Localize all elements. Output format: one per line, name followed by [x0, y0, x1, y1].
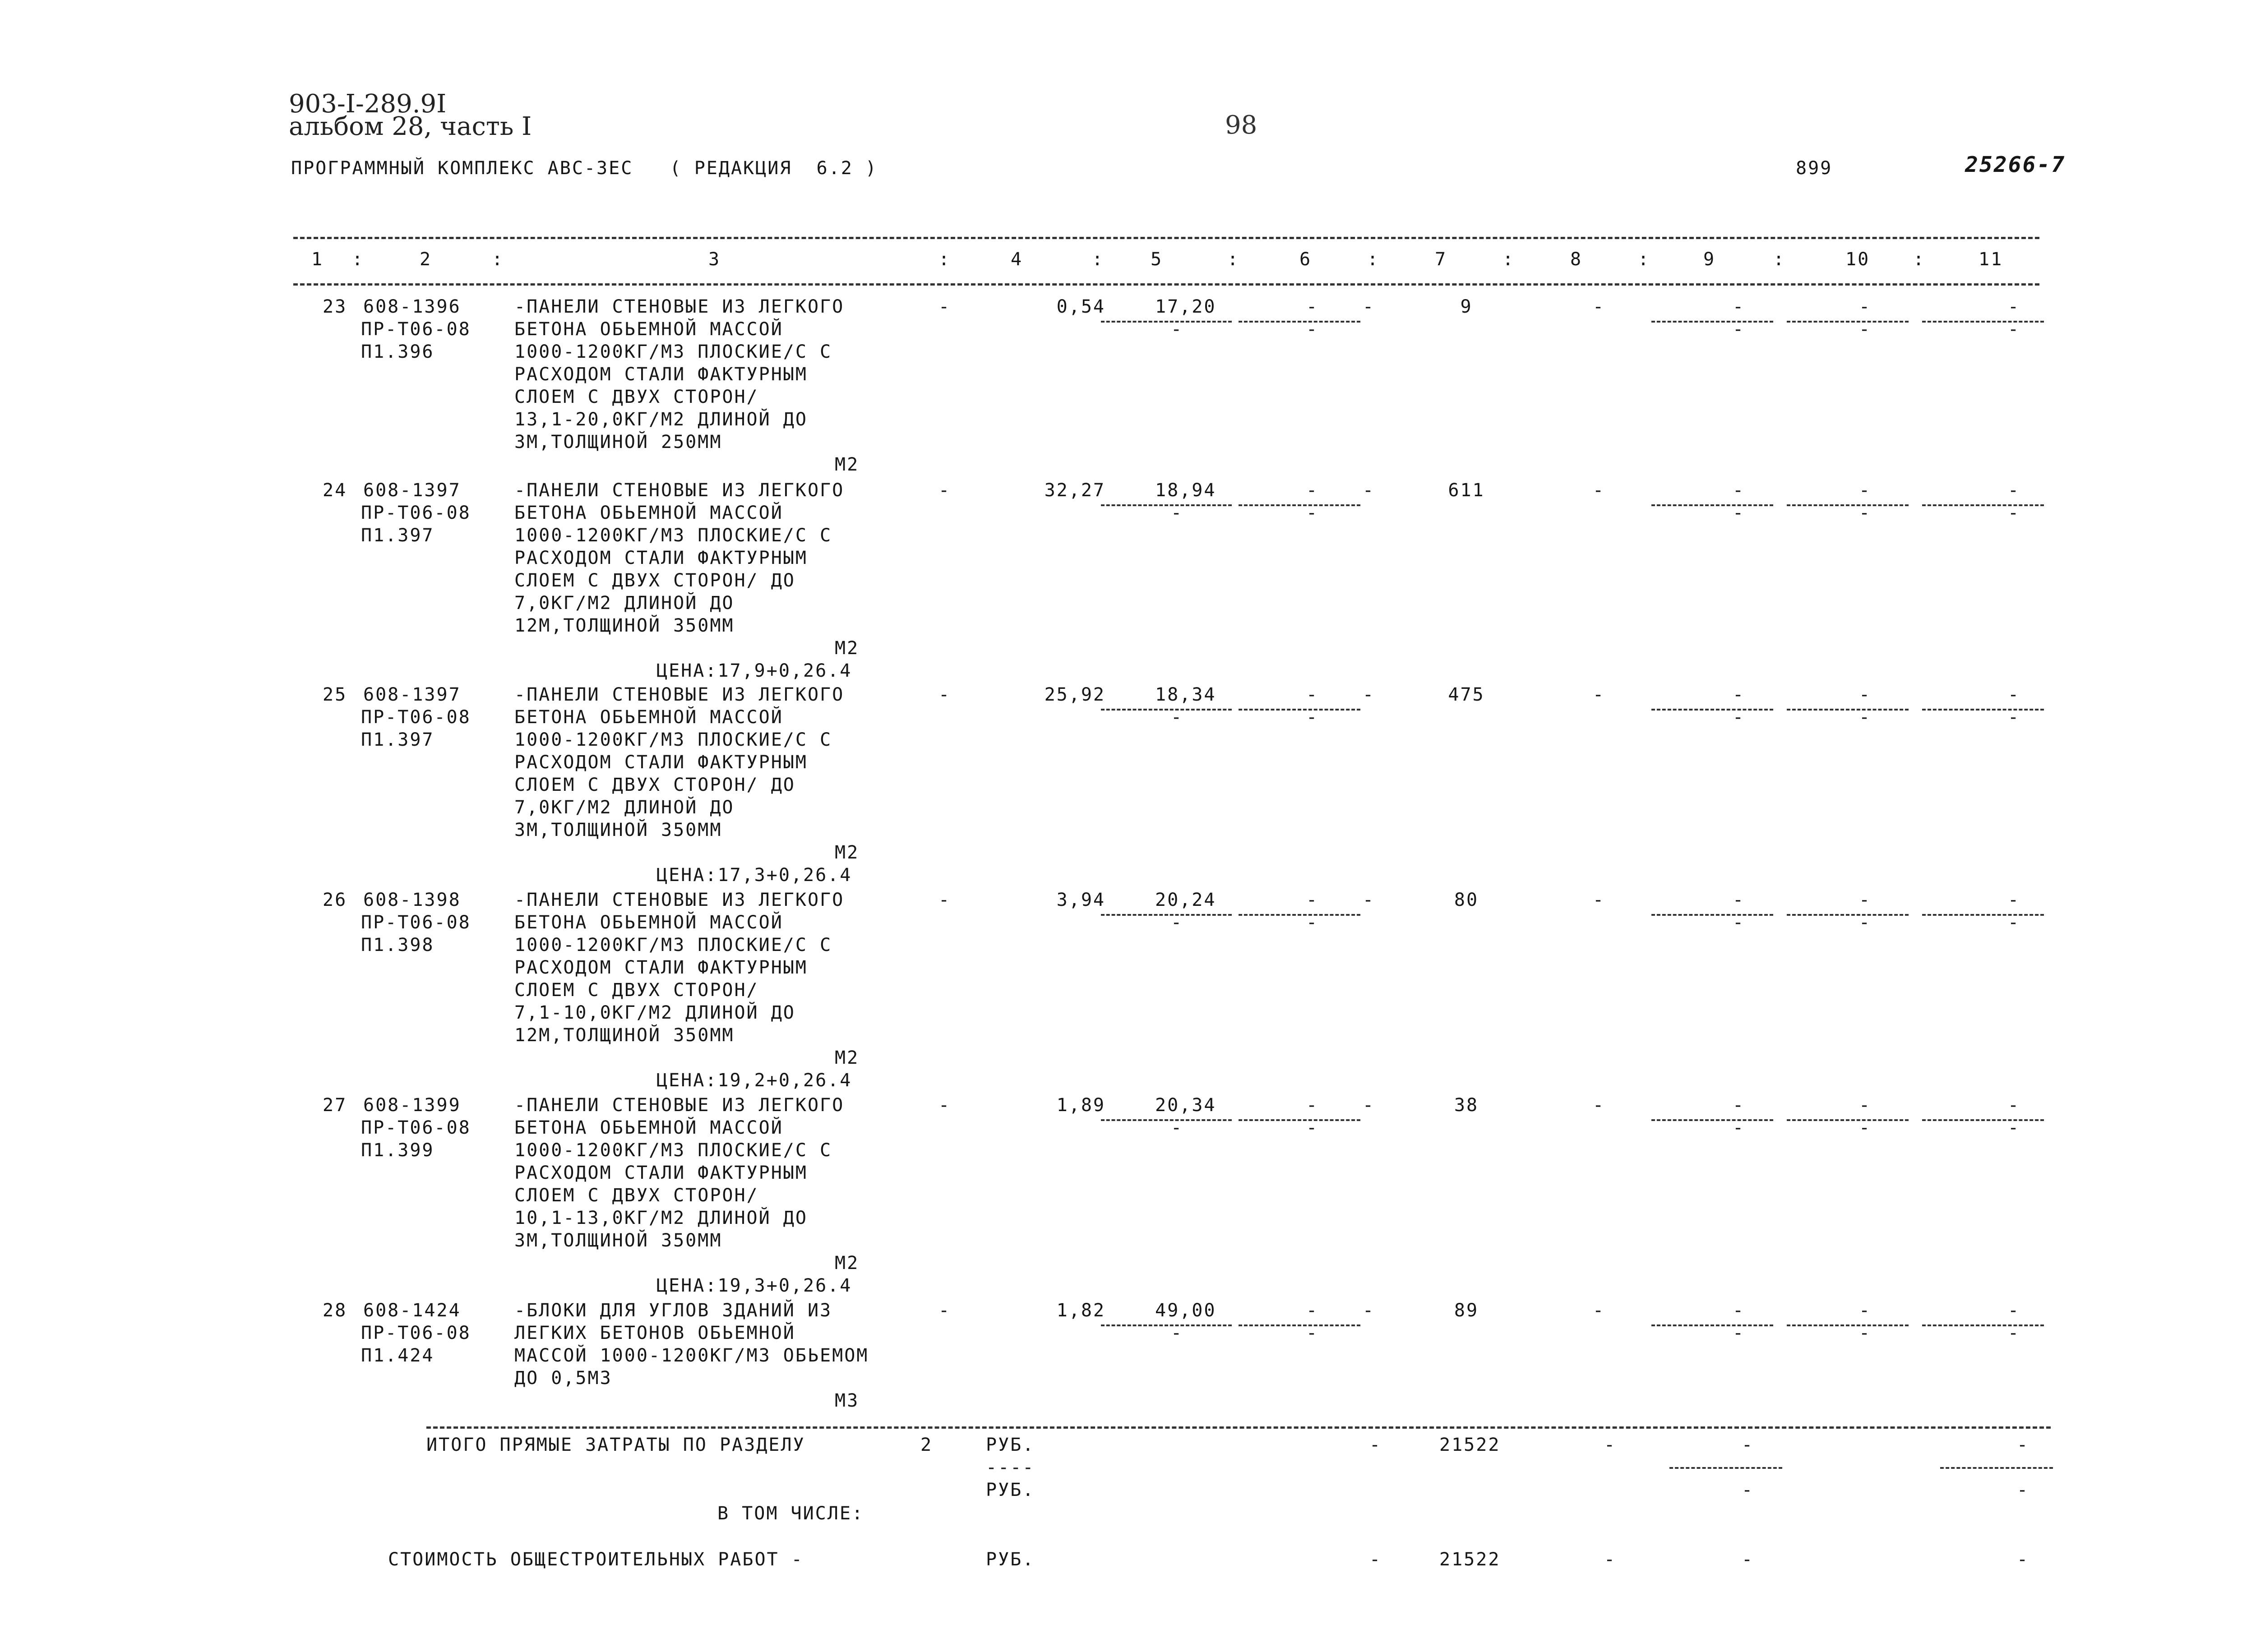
row-col11-sub-dash: - — [2008, 319, 2020, 340]
row-unit: М2 — [835, 842, 860, 863]
general-dash-b: - — [1604, 1549, 1617, 1570]
row-code-secondary: ПР-Т06-08 — [361, 319, 471, 340]
row-col10-sub-dash: - — [1859, 319, 1872, 340]
row-col6-sub-dash: - — [1306, 1323, 1319, 1343]
column-header-6: 6 — [1299, 249, 1312, 270]
row-total-cost: 38 — [1454, 1095, 1479, 1116]
row-description-line: 1000-1200КГ/М3 ПЛОСКИЕ/С С — [514, 729, 832, 750]
album-label: альбом 28, часть I — [289, 112, 532, 141]
column-separator: : — [352, 249, 365, 270]
row-quantity: 25,92 — [1044, 684, 1105, 705]
row-col6-sub-dash: - — [1306, 912, 1319, 933]
column-header-4: 4 — [1011, 249, 1023, 270]
row-price-note: ЦЕНА:19,3+0,26.4 — [656, 1275, 852, 1296]
row-description-line: СЛОЕМ С ДВУХ СТОРОН/ — [514, 980, 759, 1001]
column-separator: : — [938, 249, 951, 270]
row-code-tertiary: П1.424 — [361, 1345, 435, 1366]
column-separator: : — [1367, 249, 1380, 270]
row-total-cost: 9 — [1460, 296, 1473, 317]
row-unit-cost: 20,24 — [1155, 890, 1216, 910]
row-col6-rule — [1239, 1119, 1360, 1121]
row-col4-dash: - — [938, 296, 951, 317]
row-description-line: 1000-1200КГ/М3 ПЛОСКИЕ/С С — [514, 341, 832, 362]
row-col9-rule — [1651, 914, 1773, 916]
row-col11-sub-dash: - — [2008, 912, 2020, 933]
general-dash-a: - — [1369, 1549, 1382, 1570]
row-col9-dash: - — [1733, 480, 1745, 501]
row-col9-rule — [1651, 1119, 1773, 1121]
total-dash-c: - — [1742, 1435, 1754, 1455]
row-description-line: 7,1-10,0КГ/М2 ДЛИНОЙ ДО — [514, 1002, 795, 1023]
row-col6-dash-b: - — [1363, 1300, 1375, 1321]
row-number: 25 — [323, 684, 347, 705]
row-unit: М2 — [835, 454, 860, 475]
general-dash-d: - — [2017, 1549, 2029, 1570]
row-col6-dash-b: - — [1363, 684, 1375, 705]
column-separator: : — [1092, 249, 1105, 270]
column-separator: : — [1227, 249, 1240, 270]
row-col11-dash: - — [2008, 890, 2020, 910]
row-col11-sub-dash: - — [2008, 707, 2020, 728]
page-number: 98 — [1225, 111, 1257, 140]
row-description-line: СЛОЕМ С ДВУХ СТОРОН/ — [514, 387, 759, 407]
row-col5-sub-dash: - — [1171, 912, 1183, 933]
column-separator: : — [1638, 249, 1650, 270]
row-col6-sub-dash: - — [1306, 1117, 1319, 1138]
row-description-line: 13,1-20,0КГ/М2 ДЛИНОЙ ДО — [514, 409, 808, 430]
total-col11-rule — [1940, 1467, 2053, 1469]
row-price-note: ЦЕНА:17,9+0,26.4 — [656, 660, 852, 681]
row-col9-sub-dash: - — [1733, 707, 1745, 728]
row-col5-rule — [1101, 504, 1232, 506]
row-quantity: 1,89 — [1056, 1095, 1105, 1116]
row-description-line: 10,1-13,0КГ/М2 ДЛИНОЙ ДО — [514, 1208, 808, 1228]
row-col9-dash: - — [1733, 296, 1745, 317]
row-col10-sub-dash: - — [1859, 707, 1872, 728]
row-col11-rule — [1922, 504, 2044, 506]
column-header-11: 11 — [1979, 249, 2003, 270]
column-header-1: 1 — [311, 249, 324, 270]
row-description-line: 1000-1200КГ/М3 ПЛОСКИЕ/С С — [514, 935, 832, 955]
row-col11-dash: - — [2008, 684, 2020, 705]
row-col5-rule — [1101, 914, 1232, 916]
row-unit: М3 — [835, 1390, 860, 1411]
header-rule-bottom — [293, 283, 2039, 286]
row-col8-dash: - — [1593, 684, 1605, 705]
row-col10-sub-dash: - — [1859, 1323, 1872, 1343]
row-description-line: РАСХОДОМ СТАЛИ ФАКТУРНЫМ — [514, 364, 808, 385]
row-col10-dash: - — [1859, 296, 1872, 317]
row-col6-dash-b: - — [1363, 890, 1375, 910]
total-dash-d: - — [1742, 1480, 1754, 1500]
row-col9-rule — [1651, 1324, 1773, 1326]
row-col8-dash: - — [1593, 1095, 1605, 1116]
row-col11-rule — [1922, 914, 2044, 916]
row-code-secondary: ПР-Т06-08 — [361, 503, 471, 523]
column-header-2: 2 — [420, 249, 432, 270]
row-col10-dash: - — [1859, 480, 1872, 501]
row-description-line: ДО 0,5М3 — [514, 1368, 612, 1389]
total-dash-b: - — [1604, 1435, 1617, 1455]
row-code: 608-1398 — [363, 890, 461, 910]
row-col10-dash: - — [1859, 1095, 1872, 1116]
document-code: 903-I-289.9I — [289, 89, 447, 119]
row-col5-rule — [1101, 1324, 1232, 1326]
row-col9-sub-dash: - — [1733, 1323, 1745, 1343]
row-description-line: МАССОЙ 1000-1200КГ/М3 ОБЬЕМОМ — [514, 1345, 869, 1366]
column-header-7: 7 — [1435, 249, 1447, 270]
row-col10-sub-dash: - — [1859, 1117, 1872, 1138]
column-header-5: 5 — [1151, 249, 1163, 270]
column-separator: : — [1502, 249, 1515, 270]
row-col6-sub-dash: - — [1306, 319, 1319, 340]
column-separator: : — [492, 249, 504, 270]
row-col6-dash-b: - — [1363, 296, 1375, 317]
row-col5-sub-dash: - — [1171, 503, 1183, 523]
row-col4-dash: - — [938, 1300, 951, 1321]
row-col5-sub-dash: - — [1171, 319, 1183, 340]
row-description-line: 12М,ТОЛЩИНОЙ 350ММ — [514, 615, 735, 636]
row-col11-sub-dash: - — [2008, 503, 2020, 523]
row-col10-rule — [1787, 1119, 1909, 1121]
general-rub-unit: РУБ. — [986, 1549, 1035, 1570]
row-description-line: 3М,ТОЛЩИНОЙ 350ММ — [514, 1230, 722, 1251]
row-col11-dash: - — [2008, 480, 2020, 501]
row-col5-rule — [1101, 321, 1232, 323]
row-col6-dash-a: - — [1306, 296, 1319, 317]
row-col9-sub-dash: - — [1733, 503, 1745, 523]
general-value: 21522 — [1439, 1549, 1501, 1570]
row-col5-sub-dash: - — [1171, 707, 1183, 728]
row-description-line: ЛЕГКИХ БЕТОНОВ ОБЬЕМНОЙ — [514, 1323, 795, 1343]
row-col10-dash: - — [1859, 1300, 1872, 1321]
row-unit: М2 — [835, 1047, 860, 1068]
row-col4-dash: - — [938, 890, 951, 910]
row-description-line: РАСХОДОМ СТАЛИ ФАКТУРНЫМ — [514, 1163, 808, 1183]
row-col9-dash: - — [1733, 1095, 1745, 1116]
row-col5-rule — [1101, 709, 1232, 711]
row-col8-dash: - — [1593, 1300, 1605, 1321]
row-col6-rule — [1239, 321, 1360, 323]
row-col6-dash-b: - — [1363, 1095, 1375, 1116]
row-col11-sub-dash: - — [2008, 1323, 2020, 1343]
row-unit-cost: 20,34 — [1155, 1095, 1216, 1116]
total-dash-f: - — [2017, 1480, 2029, 1500]
row-col8-dash: - — [1593, 890, 1605, 910]
row-unit-cost: 18,34 — [1155, 684, 1216, 705]
column-separator: : — [1913, 249, 1926, 270]
row-col9-dash: - — [1733, 890, 1745, 910]
total-value: 21522 — [1439, 1435, 1501, 1455]
row-code-tertiary: П1.397 — [361, 729, 435, 750]
row-col9-sub-dash: - — [1733, 319, 1745, 340]
row-description-line: РАСХОДОМ СТАЛИ ФАКТУРНЫМ — [514, 752, 808, 773]
row-code-tertiary: П1.397 — [361, 525, 435, 546]
row-description-line: БЕТОНА ОБЬЕМНОЙ МАССОЙ — [514, 912, 783, 933]
row-description-line: БЕТОНА ОБЬЕМНОЙ МАССОЙ — [514, 1117, 783, 1138]
row-number: 23 — [323, 296, 347, 317]
row-description-line: БЕТОНА ОБЬЕМНОЙ МАССОЙ — [514, 707, 783, 728]
column-header-9: 9 — [1703, 249, 1716, 270]
row-col6-dash-a: - — [1306, 684, 1319, 705]
row-number: 24 — [323, 480, 347, 501]
row-description-line: -ПАНЕЛИ СТЕНОВЫЕ ИЗ ЛЕГКОГО — [514, 480, 845, 501]
row-col6-dash-a: - — [1306, 480, 1319, 501]
section-number: 2 — [920, 1435, 933, 1455]
row-code: 608-1424 — [363, 1300, 461, 1321]
total-rub-unit-2: РУБ. — [986, 1480, 1035, 1500]
row-code: 608-1399 — [363, 1095, 461, 1116]
row-col4-dash: - — [938, 1095, 951, 1116]
row-description-line: -ПАНЕЛИ СТЕНОВЫЕ ИЗ ЛЕГКОГО — [514, 890, 845, 910]
row-total-cost: 611 — [1448, 480, 1485, 501]
row-col10-rule — [1787, 504, 1909, 506]
row-code-secondary: ПР-Т06-08 — [361, 707, 471, 728]
row-description-line: 12М,ТОЛЩИНОЙ 350ММ — [514, 1025, 735, 1046]
general-works-label: СТОИМОСТЬ ОБЩЕСТРОИТЕЛЬНЫХ РАБОТ - — [388, 1549, 804, 1570]
row-description-line: 7,0КГ/М2 ДЛИНОЙ ДО — [514, 593, 735, 614]
row-col9-dash: - — [1733, 684, 1745, 705]
row-col5-sub-dash: - — [1171, 1323, 1183, 1343]
row-col11-dash: - — [2008, 1300, 2020, 1321]
row-col9-sub-dash: - — [1733, 1117, 1745, 1138]
row-unit-cost: 49,00 — [1155, 1300, 1216, 1321]
row-description-line: БЕТОНА ОБЬЕМНОЙ МАССОЙ — [514, 319, 783, 340]
row-col11-rule — [1922, 1119, 2044, 1121]
row-number: 27 — [323, 1095, 347, 1116]
row-col6-dash-a: - — [1306, 1095, 1319, 1116]
row-total-cost: 89 — [1454, 1300, 1479, 1321]
row-code-secondary: ПР-Т06-08 — [361, 1117, 471, 1138]
row-unit: М2 — [835, 1253, 860, 1274]
row-quantity: 1,82 — [1056, 1300, 1105, 1321]
column-header-10: 10 — [1845, 249, 1870, 270]
row-description-line: СЛОЕМ С ДВУХ СТОРОН/ — [514, 1185, 759, 1206]
column-header-3: 3 — [708, 249, 721, 270]
row-description-line: -ПАНЕЛИ СТЕНОВЫЕ ИЗ ЛЕГКОГО — [514, 1095, 845, 1116]
row-col6-rule — [1239, 914, 1360, 916]
row-quantity: 32,27 — [1044, 480, 1105, 501]
row-code: 608-1397 — [363, 480, 461, 501]
row-col9-rule — [1651, 709, 1773, 711]
row-unit-cost: 17,20 — [1155, 296, 1216, 317]
row-col6-rule — [1239, 709, 1360, 711]
row-code-secondary: ПР-Т06-08 — [361, 1323, 471, 1343]
row-col11-dash: - — [2008, 1095, 2020, 1116]
row-col8-dash: - — [1593, 296, 1605, 317]
row-description-line: 7,0КГ/М2 ДЛИНОЙ ДО — [514, 797, 735, 818]
row-col11-rule — [1922, 709, 2044, 711]
row-quantity: 0,54 — [1056, 296, 1105, 317]
row-col11-rule — [1922, 1324, 2044, 1326]
column-header-8: 8 — [1570, 249, 1583, 270]
program-title: ПРОГРАММНЫЙ КОМПЛЕКС АВС-3ЕС ( РЕДАКЦИЯ 6.2 ) — [291, 158, 878, 179]
row-col4-dash: - — [938, 480, 951, 501]
row-col4-dash: - — [938, 684, 951, 705]
total-dash-e: - — [2017, 1435, 2029, 1455]
row-col9-rule — [1651, 504, 1773, 506]
row-col5-rule — [1101, 1119, 1232, 1121]
row-code-tertiary: П1.399 — [361, 1140, 435, 1161]
row-col10-rule — [1787, 914, 1909, 916]
row-code: 608-1397 — [363, 684, 461, 705]
row-col10-sub-dash: - — [1859, 912, 1872, 933]
summary-rule — [426, 1426, 2051, 1429]
row-col10-dash: - — [1859, 684, 1872, 705]
row-code-tertiary: П1.396 — [361, 341, 435, 362]
row-col11-dash: - — [2008, 296, 2020, 317]
row-col8-dash: - — [1593, 480, 1605, 501]
row-total-cost: 475 — [1448, 684, 1485, 705]
row-col6-dash-b: - — [1363, 480, 1375, 501]
row-col6-sub-dash: - — [1306, 707, 1319, 728]
row-col6-dash-a: - — [1306, 890, 1319, 910]
row-col11-rule — [1922, 321, 2044, 323]
total-rub-underline: ---- — [986, 1457, 1035, 1478]
row-description-line: 1000-1200КГ/М3 ПЛОСКИЕ/С С — [514, 1140, 832, 1161]
row-col10-rule — [1787, 321, 1909, 323]
row-col11-sub-dash: - — [2008, 1117, 2020, 1138]
row-col5-sub-dash: - — [1171, 1117, 1183, 1138]
row-col6-rule — [1239, 504, 1360, 506]
row-price-note: ЦЕНА:19,2+0,26.4 — [656, 1070, 852, 1091]
row-col6-dash-a: - — [1306, 1300, 1319, 1321]
row-price-note: ЦЕНА:17,3+0,26.4 — [656, 865, 852, 886]
row-code: 608-1396 — [363, 296, 461, 317]
row-quantity: 3,94 — [1056, 890, 1105, 910]
general-dash-c: - — [1742, 1549, 1754, 1570]
row-description-line: -ПАНЕЛИ СТЕНОВЫЕ ИЗ ЛЕГКОГО — [514, 296, 845, 317]
row-col10-rule — [1787, 1324, 1909, 1326]
row-description-line: СЛОЕМ С ДВУХ СТОРОН/ ДО — [514, 570, 795, 591]
row-description-line: 3М,ТОЛЩИНОЙ 350ММ — [514, 820, 722, 840]
row-col10-sub-dash: - — [1859, 503, 1872, 523]
row-description-line: 3М,ТОЛЩИНОЙ 250ММ — [514, 432, 722, 452]
row-description-line: СЛОЕМ С ДВУХ СТОРОН/ ДО — [514, 775, 795, 795]
row-unit: М2 — [835, 638, 860, 659]
row-col9-sub-dash: - — [1733, 912, 1745, 933]
header-rule-top — [293, 237, 2039, 239]
row-col9-dash: - — [1733, 1300, 1745, 1321]
row-total-cost: 80 — [1454, 890, 1479, 910]
row-col10-rule — [1787, 709, 1909, 711]
total-dash-a: - — [1369, 1435, 1382, 1455]
row-description-line: 1000-1200КГ/М3 ПЛОСКИЕ/С С — [514, 525, 832, 546]
row-description-line: -БЛОКИ ДЛЯ УГЛОВ ЗДАНИЙ ИЗ — [514, 1300, 832, 1321]
row-description-line: БЕТОНА ОБЬЕМНОЙ МАССОЙ — [514, 503, 783, 523]
row-description-line: РАСХОДОМ СТАЛИ ФАКТУРНЫМ — [514, 548, 808, 568]
row-col10-dash: - — [1859, 890, 1872, 910]
row-col9-rule — [1651, 321, 1773, 323]
row-code-tertiary: П1.398 — [361, 935, 435, 955]
row-unit-cost: 18,94 — [1155, 480, 1216, 501]
total-rub-unit: РУБ. — [986, 1435, 1035, 1455]
total-col9-rule — [1669, 1467, 1782, 1469]
row-number: 26 — [323, 890, 347, 910]
row-col6-rule — [1239, 1324, 1360, 1326]
sheet-number: 899 — [1796, 158, 1833, 179]
including-label: В ТОМ ЧИСЛЕ: — [717, 1503, 864, 1524]
row-col6-sub-dash: - — [1306, 503, 1319, 523]
row-description-line: РАСХОДОМ СТАЛИ ФАКТУРНЫМ — [514, 957, 808, 978]
column-separator: : — [1773, 249, 1786, 270]
row-description-line: -ПАНЕЛИ СТЕНОВЫЕ ИЗ ЛЕГКОГО — [514, 684, 845, 705]
row-number: 28 — [323, 1300, 347, 1321]
document-registration-code: 25266-7 — [1965, 152, 2066, 177]
row-code-secondary: ПР-Т06-08 — [361, 912, 471, 933]
total-label: ИТОГО ПРЯМЫЕ ЗАТРАТЫ ПО РАЗДЕЛУ — [426, 1435, 805, 1455]
